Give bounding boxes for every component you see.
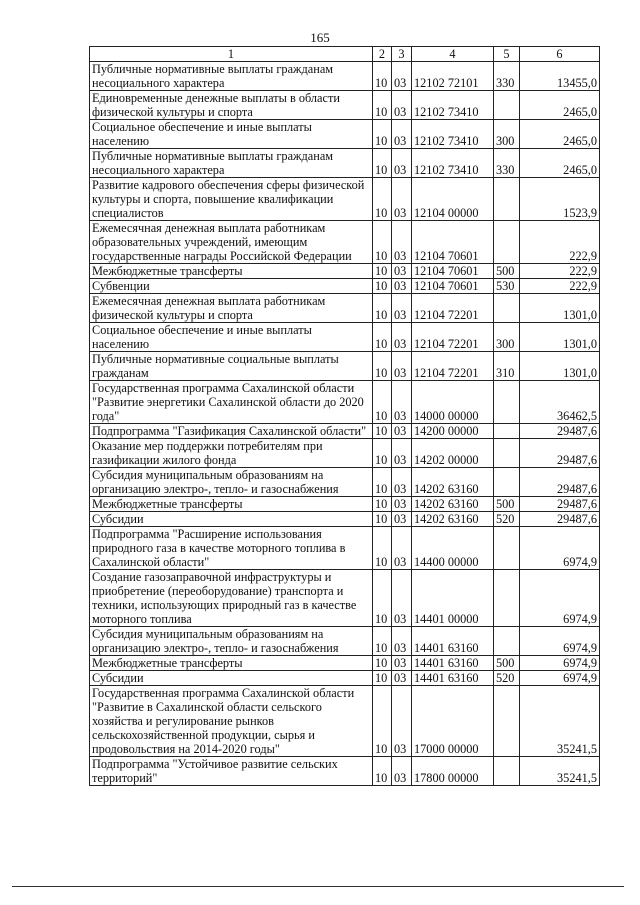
row-amount: 1301,0 [520, 294, 600, 323]
table-row [90, 120, 600, 149]
row-target-code: 14401 63160 [412, 671, 494, 686]
table-row [90, 91, 600, 120]
row-subsection: 03 [392, 424, 412, 439]
row-subsection: 03 [392, 757, 412, 786]
row-expense-type: 300 [494, 120, 520, 149]
row-amount: 29487,6 [520, 468, 600, 497]
row-expense-type [494, 178, 520, 221]
row-section: 10 [373, 178, 392, 221]
row-amount: 6974,9 [520, 570, 600, 627]
row-subsection: 03 [392, 381, 412, 424]
row-target-code: 12104 70601 [412, 279, 494, 294]
row-expense-type: 520 [494, 512, 520, 527]
row-name: Подпрограмма "Устойчивое развитие сельских территорий" [90, 757, 373, 786]
row-amount: 1523,9 [520, 178, 600, 221]
row-section: 10 [373, 279, 392, 294]
row-subsection: 03 [392, 512, 412, 527]
row-target-code: 14000 00000 [412, 381, 494, 424]
row-section: 10 [373, 120, 392, 149]
row-subsection: 03 [392, 656, 412, 671]
row-target-code: 12104 00000 [412, 178, 494, 221]
row-amount: 222,9 [520, 221, 600, 264]
row-expense-type: 500 [494, 656, 520, 671]
row-subsection: 03 [392, 439, 412, 468]
row-section: 10 [373, 439, 392, 468]
row-amount: 13455,0 [520, 62, 600, 91]
table-row [90, 512, 600, 527]
page-bottom-rule [12, 886, 624, 887]
row-subsection: 03 [392, 527, 412, 570]
row-section: 10 [373, 468, 392, 497]
row-name: Создание газозаправочной инфраструктуры и приобретение (переоборудование) транспорта и техники, использующих природный газ в качестве моторного топлива [90, 570, 373, 627]
row-amount: 1301,0 [520, 352, 600, 381]
row-expense-type: 500 [494, 264, 520, 279]
row-expense-type [494, 686, 520, 757]
row-expense-type: 500 [494, 497, 520, 512]
row-expense-type: 310 [494, 352, 520, 381]
header-col-4: 4 [412, 47, 494, 62]
row-name: Субсидии [90, 671, 373, 686]
row-expense-type [494, 527, 520, 570]
row-amount: 1301,0 [520, 323, 600, 352]
row-section: 10 [373, 221, 392, 264]
row-section: 10 [373, 656, 392, 671]
row-section: 10 [373, 757, 392, 786]
table-row [90, 323, 600, 352]
row-target-code: 14202 63160 [412, 512, 494, 527]
table-row [90, 294, 600, 323]
row-name: Ежемесячная денежная выплата работникам образовательных учреждений, имеющим государственные награды Российской Федерации [90, 221, 373, 264]
table-row [90, 381, 600, 424]
row-name: Межбюджетные трансферты [90, 497, 373, 512]
table-row [90, 439, 600, 468]
row-subsection: 03 [392, 686, 412, 757]
row-section: 10 [373, 294, 392, 323]
table-row [90, 178, 600, 221]
row-name: Единовременные денежные выплаты в области физической культуры и спорта [90, 91, 373, 120]
row-target-code: 12104 70601 [412, 221, 494, 264]
table-row [90, 527, 600, 570]
row-expense-type [494, 221, 520, 264]
row-name: Публичные нормативные социальные выплаты гражданам [90, 352, 373, 381]
row-section: 10 [373, 497, 392, 512]
row-target-code: 14202 63160 [412, 468, 494, 497]
table-row [90, 149, 600, 178]
table-row [90, 570, 600, 627]
row-target-code: 14202 63160 [412, 497, 494, 512]
row-name: Подпрограмма "Расширение использования природного газа в качестве моторного топлива в Сахалинской области" [90, 527, 373, 570]
table-row [90, 468, 600, 497]
page-number: 165 [310, 30, 330, 45]
row-target-code: 14401 63160 [412, 627, 494, 656]
row-section: 10 [373, 512, 392, 527]
header-col-5: 5 [494, 47, 520, 62]
header-col-2: 2 [373, 47, 392, 62]
row-expense-type [494, 468, 520, 497]
row-subsection: 03 [392, 570, 412, 627]
row-section: 10 [373, 91, 392, 120]
row-target-code: 12104 72201 [412, 352, 494, 381]
row-amount: 2465,0 [520, 149, 600, 178]
row-subsection: 03 [392, 468, 412, 497]
table-row [90, 279, 600, 294]
row-subsection: 03 [392, 120, 412, 149]
row-name: Ежемесячная денежная выплата работникам физической культуры и спорта [90, 294, 373, 323]
row-amount: 6974,9 [520, 527, 600, 570]
row-section: 10 [373, 352, 392, 381]
row-subsection: 03 [392, 497, 412, 512]
row-amount: 29487,6 [520, 439, 600, 468]
row-target-code: 12102 73410 [412, 91, 494, 120]
row-section: 10 [373, 323, 392, 352]
row-section: 10 [373, 62, 392, 91]
row-amount: 29487,6 [520, 424, 600, 439]
row-target-code: 14202 00000 [412, 439, 494, 468]
row-expense-type: 330 [494, 149, 520, 178]
row-name: Социальное обеспечение и иные выплаты населению [90, 323, 373, 352]
row-name: Оказание мер поддержки потребителям при газификации жилого фонда [90, 439, 373, 468]
row-name: Государственная программа Сахалинской области "Развитие в Сахалинской области сельского хозяйства и регулирование рынков сельскохозяйственной продукции, сырья и продовольствия на 2014-2020 годы" [90, 686, 373, 757]
row-section: 10 [373, 570, 392, 627]
row-expense-type [494, 439, 520, 468]
row-subsection: 03 [392, 294, 412, 323]
table-row [90, 757, 600, 786]
row-amount: 29487,6 [520, 512, 600, 527]
row-subsection: 03 [392, 671, 412, 686]
row-target-code: 17800 00000 [412, 757, 494, 786]
row-section: 10 [373, 149, 392, 178]
row-amount: 6974,9 [520, 671, 600, 686]
row-subsection: 03 [392, 62, 412, 91]
table-row [90, 221, 600, 264]
row-amount: 222,9 [520, 264, 600, 279]
row-name: Подпрограмма "Газификация Сахалинской области" [90, 424, 373, 439]
row-subsection: 03 [392, 279, 412, 294]
row-subsection: 03 [392, 221, 412, 264]
table-row [90, 424, 600, 439]
row-section: 10 [373, 671, 392, 686]
row-amount: 36462,5 [520, 381, 600, 424]
row-expense-type [494, 424, 520, 439]
row-name: Развитие кадрового обеспечения сферы физической культуры и спорта, повышение квалификации специалистов [90, 178, 373, 221]
row-subsection: 03 [392, 264, 412, 279]
header-col-3: 3 [392, 47, 412, 62]
row-name: Публичные нормативные выплаты гражданам несоциального характера [90, 149, 373, 178]
row-name: Субсидии [90, 512, 373, 527]
row-name: Социальное обеспечение и иные выплаты населению [90, 120, 373, 149]
row-target-code: 12102 73410 [412, 149, 494, 178]
row-subsection: 03 [392, 627, 412, 656]
row-target-code: 14401 63160 [412, 656, 494, 671]
row-section: 10 [373, 381, 392, 424]
row-subsection: 03 [392, 149, 412, 178]
row-target-code: 14200 00000 [412, 424, 494, 439]
row-expense-type [494, 381, 520, 424]
table-row [90, 686, 600, 757]
row-subsection: 03 [392, 323, 412, 352]
table-row [90, 627, 600, 656]
row-target-code: 14400 00000 [412, 527, 494, 570]
row-amount: 29487,6 [520, 497, 600, 512]
row-name: Субвенции [90, 279, 373, 294]
row-expense-type [494, 91, 520, 120]
header-row [90, 47, 600, 62]
row-amount: 6974,9 [520, 627, 600, 656]
header-col-1: 1 [90, 47, 373, 62]
row-target-code: 12104 70601 [412, 264, 494, 279]
row-name: Межбюджетные трансферты [90, 264, 373, 279]
row-name: Субсидия муниципальным образованиям на организацию электро-, тепло- и газоснабжения [90, 468, 373, 497]
budget-table [89, 46, 600, 786]
row-expense-type: 530 [494, 279, 520, 294]
row-name: Межбюджетные трансферты [90, 656, 373, 671]
row-amount: 2465,0 [520, 91, 600, 120]
row-amount: 222,9 [520, 279, 600, 294]
row-section: 10 [373, 264, 392, 279]
row-expense-type: 330 [494, 62, 520, 91]
row-name: Субсидия муниципальным образованиям на организацию электро-, тепло- и газоснабжения [90, 627, 373, 656]
row-name: Публичные нормативные выплаты гражданам несоциального характера [90, 62, 373, 91]
row-target-code: 12104 72201 [412, 323, 494, 352]
row-amount: 6974,9 [520, 656, 600, 671]
row-expense-type: 300 [494, 323, 520, 352]
row-section: 10 [373, 424, 392, 439]
row-amount: 35241,5 [520, 686, 600, 757]
table-row [90, 62, 600, 91]
row-expense-type [494, 627, 520, 656]
row-target-code: 12102 73410 [412, 120, 494, 149]
row-target-code: 14401 00000 [412, 570, 494, 627]
row-section: 10 [373, 686, 392, 757]
row-target-code: 17000 00000 [412, 686, 494, 757]
row-amount: 2465,0 [520, 120, 600, 149]
row-expense-type [494, 570, 520, 627]
table-row [90, 264, 600, 279]
row-amount: 35241,5 [520, 757, 600, 786]
table-row [90, 497, 600, 512]
row-expense-type [494, 294, 520, 323]
table-row [90, 352, 600, 381]
row-subsection: 03 [392, 352, 412, 381]
row-subsection: 03 [392, 178, 412, 221]
row-target-code: 12104 72201 [412, 294, 494, 323]
row-name: Государственная программа Сахалинской области "Развитие энергетики Сахалинской области до 2020 года" [90, 381, 373, 424]
row-expense-type: 520 [494, 671, 520, 686]
table-row [90, 656, 600, 671]
row-section: 10 [373, 527, 392, 570]
header-col-6: 6 [520, 47, 600, 62]
row-subsection: 03 [392, 91, 412, 120]
table-row [90, 671, 600, 686]
row-target-code: 12102 72101 [412, 62, 494, 91]
row-section: 10 [373, 627, 392, 656]
row-expense-type [494, 757, 520, 786]
